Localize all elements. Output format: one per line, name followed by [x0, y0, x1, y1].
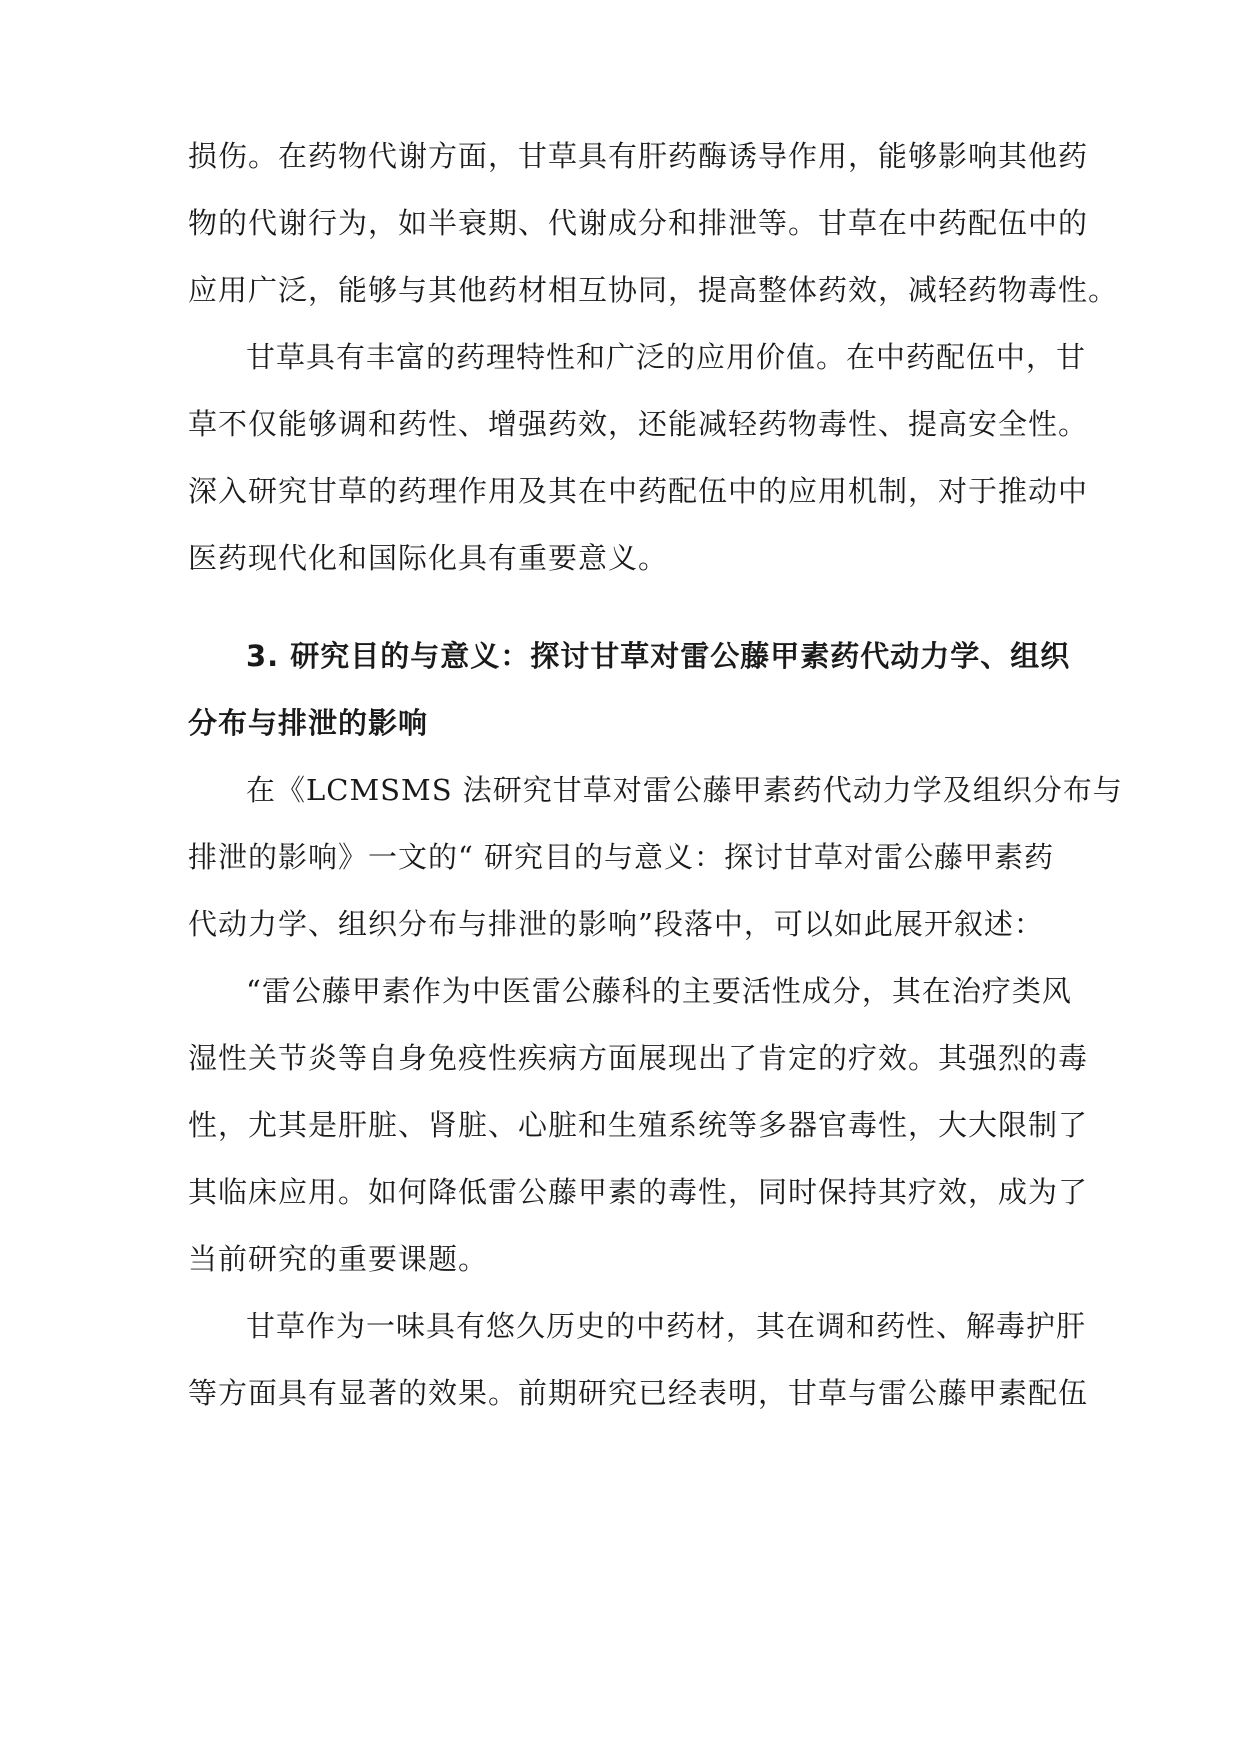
paragraph-line: 草不仅能够调和药性、增强药效，还能减轻药物毒性、提高安全性。 — [188, 407, 1089, 441]
paragraph-line: 甘草具有丰富的药理特性和广泛的应用价值。在中药配伍中，甘 — [246, 340, 1087, 374]
paragraph-line: 深入研究甘草的药理作用及其在中药配伍中的应用机制，对于推动中 — [188, 474, 1089, 508]
section-heading: 3. 研究目的与意义：探讨甘草对雷公藤甲素药代动力学、组织 — [246, 639, 1071, 673]
paragraph-line: 损伤。在药物代谢方面，甘草具有肝药酶诱导作用，能够影响其他药 — [188, 139, 1089, 173]
paragraph-line: 物的代谢行为，如半衰期、代谢成分和排泄等。甘草在中药配伍中的 — [188, 206, 1089, 240]
paragraph-line: 排泄的影响》一文的“ 研究目的与意义：探讨甘草对雷公藤甲素药 — [188, 840, 1055, 874]
paragraph-line: 其临床应用。如何降低雷公藤甲素的毒性，同时保持其疗效，成为了 — [188, 1175, 1089, 1209]
paragraph-line: 当前研究的重要课题。 — [188, 1242, 489, 1276]
paragraph-line: 医药现代化和国际化具有重要意义。 — [188, 541, 669, 575]
paragraph-line: 应用广泛，能够与其他药材相互协同，提高整体药效，减轻药物毒性。 — [188, 273, 1119, 307]
paragraph-line: 甘草作为一味具有悠久历史的中药材，其在调和药性、解毒护肝 — [246, 1309, 1087, 1343]
paragraph-line: 性，尤其是肝脏、肾脏、心脏和生殖系统等多器官毒性，大大限制了 — [188, 1108, 1089, 1142]
section-heading: 分布与排泄的影响 — [188, 706, 429, 740]
paragraph-line: 在《LCMSMS 法研究甘草对雷公藤甲素药代动力学及组织分布与 — [246, 773, 1123, 807]
paragraph-line: 等方面具有显著的效果。前期研究已经表明，甘草与雷公藤甲素配伍 — [188, 1376, 1089, 1410]
paragraph-line: 代动力学、组织分布与排泄的影响”段落中，可以如此展开叙述： — [188, 907, 1044, 941]
paragraph-line: “雷公藤甲素作为中医雷公藤科的主要活性成分，其在治疗类风 — [246, 974, 1072, 1008]
paragraph-line: 湿性关节炎等自身免疫性疾病方面展现出了肯定的疗效。其强烈的毒 — [188, 1041, 1089, 1075]
